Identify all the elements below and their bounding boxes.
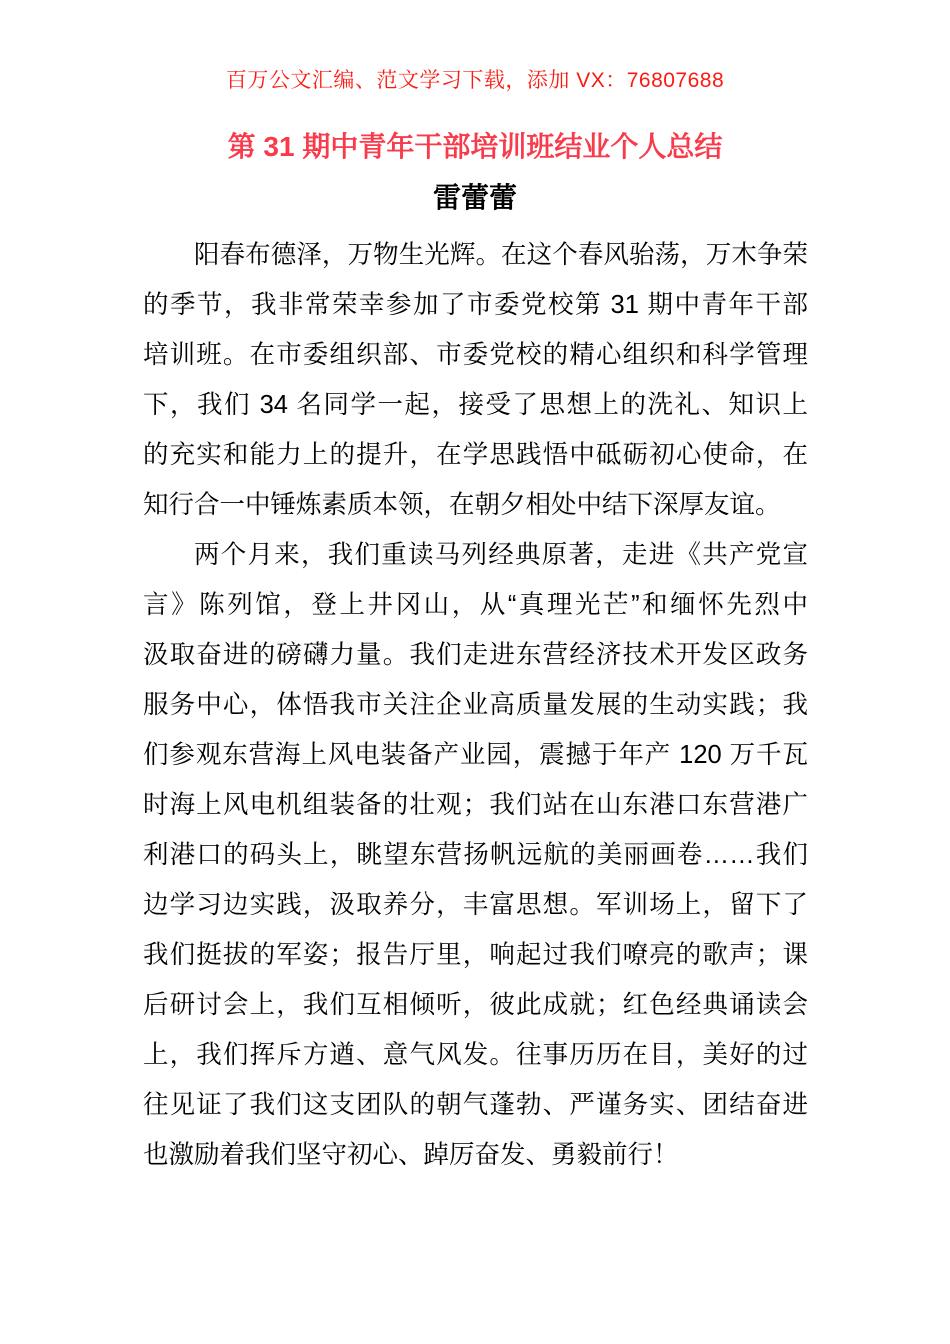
text-line: 边学习边实践，汲取养分，丰富思想。军训场上，留下了 — [143, 891, 808, 919]
text-line: 汲取奋进的磅礴力量。我们走进东营经济技术开发区政务 — [143, 641, 808, 669]
paragraph-1 — [143, 230, 808, 530]
text-line: 下，我们 34 名同学一起，接受了思想上的洗礼、知识上 — [143, 391, 808, 419]
text-line: 培训班。在市委组织部、市委党校的精心组织和科学管理 — [143, 341, 808, 369]
text-line: 们参观东营海上风电装备产业园，震撼于年产 120 万千瓦 — [143, 741, 808, 769]
text-line: 往见证了我们这支团队的朝气蓬勃、严谨务实、团结奋进 — [143, 1091, 808, 1119]
author-name: 雷蕾蕾 — [432, 182, 517, 213]
text-line: 时海上风电机组装备的壮观；我们站在山东港口东营港广 — [143, 791, 808, 819]
text-line: 的季节，我非常荣幸参加了市委党校第 31 期中青年干部 — [143, 291, 808, 319]
text-line: 利港口的码头上，眺望东营扬帆远航的美丽画卷……我们 — [143, 841, 808, 869]
promo-notice-text: 百万公文汇编、范文学习下载，添加 VX：76807688 — [225, 69, 725, 92]
text-line: 言》陈列馆，登上井冈山，从“真理光芒”和缅怀先烈中 — [143, 591, 808, 619]
text-line: 的充实和能力上的提升，在学思践悟中砥砺初心使命，在 — [143, 441, 808, 469]
text-line: 也激励着我们坚守初心、踔厉奋发、勇毅前行！ — [143, 1141, 679, 1169]
text-line: 后研讨会上，我们互相倾听，彼此成就；红色经典诵读会 — [143, 991, 808, 1019]
text-line: 上，我们挥斥方遒、意气风发。往事历历在目，美好的过 — [143, 1041, 808, 1069]
document-title: 第 31 期中青年干部培训班结业个人总结 — [227, 131, 723, 162]
text-line: 服务中心，体悟我市关注企业高质量发展的生动实践；我 — [143, 691, 808, 719]
text-line: 阳春布德泽，万物生光辉。在这个春风骀荡，万木争荣 — [194, 241, 808, 269]
text-line: 知行合一中锤炼素质本领，在朝夕相处中结下深厚友谊。 — [143, 491, 781, 519]
text-line: 我们挺拔的军姿；报告厅里，响起过我们嘹亮的歌声；课 — [143, 941, 808, 969]
text-line: 两个月来，我们重读马列经典原著，走进《共产党宣 — [194, 541, 808, 569]
document-body — [143, 230, 808, 1180]
paragraph-2 — [143, 530, 808, 1180]
